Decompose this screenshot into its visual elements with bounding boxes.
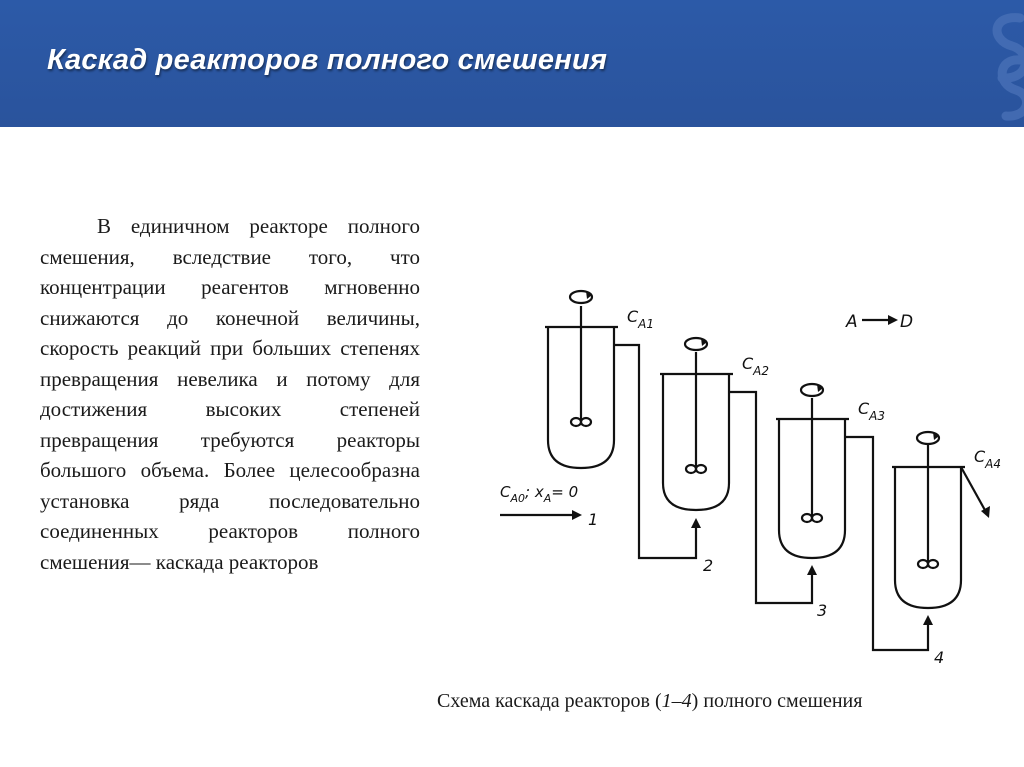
arrowhead-reaction — [888, 315, 898, 325]
arrowhead-inlet — [572, 510, 582, 520]
inlet-label: $C_{A0}$; $x_A= 0$ — [500, 483, 579, 505]
body-paragraph: В единичном реакторе полного смешения, вследствие того, что концентрации реагентов мгновенно снижаются до конечной величины, скорость реакций при больших степенях превращения невелика и потому для достижения высоких степеней превращения требуются реакторы большого объема. Более целесообразна установка ряда последовательно соединенных реакторов полного смешения— каскада реакторов — [40, 214, 420, 574]
outlet-label-2: $C_{A2}$ — [742, 354, 770, 378]
arrowhead-outlet — [981, 506, 990, 518]
pipe-2-to-3 — [729, 392, 812, 603]
reactor-2-vessel — [660, 338, 733, 510]
slide-title: Каскад реакторов полного смешения — [47, 44, 608, 76]
reaction-from: A — [846, 312, 858, 332]
arrowhead-4 — [923, 615, 933, 625]
reactor-4-vessel — [892, 432, 965, 608]
reaction-to: D — [900, 312, 914, 332]
outlet-label-3: $C_{A3}$ — [858, 399, 886, 423]
watermark-logo-icon — [962, 0, 1024, 127]
outlet-label-1: $C_{A1}$ — [627, 307, 655, 331]
reactor-cascade-diagram — [490, 280, 1024, 680]
outlet-line-4 — [961, 467, 986, 512]
outlet-label-4: $C_{A4}$ — [974, 447, 1002, 471]
reactor-number-2: 2 — [703, 556, 714, 575]
reactor-1-vessel — [545, 291, 618, 468]
reactor-3-vessel — [776, 384, 849, 558]
pipe-1-to-2 — [614, 345, 696, 558]
header-bar — [0, 0, 1024, 127]
arrowhead-2 — [691, 518, 701, 528]
diagram-caption: Схема каскада реакторов (1–4) полного смешения — [437, 690, 863, 712]
reactor-number-3: 3 — [817, 601, 828, 620]
reactor-number-1: 1 — [588, 510, 599, 529]
pipe-3-to-4 — [845, 437, 928, 650]
arrowhead-3 — [807, 565, 817, 575]
reactor-number-4: 4 — [934, 648, 945, 667]
